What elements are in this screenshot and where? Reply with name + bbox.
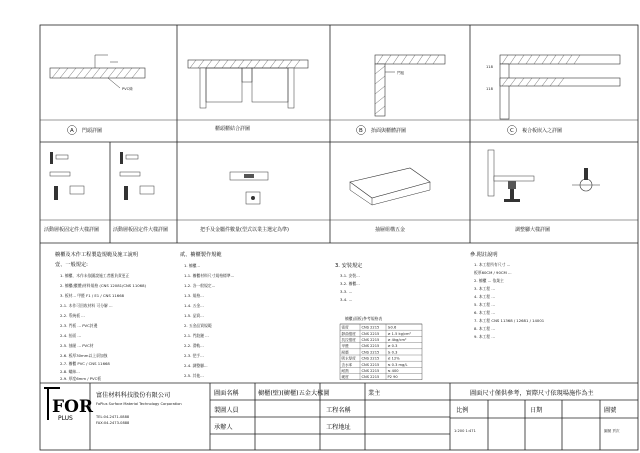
panel-shelf-pin-detail-1: [44, 152, 99, 233]
company-fax: FAX:04-2473-0888: [96, 421, 130, 425]
spec-table-cell: CNS 2215: [361, 344, 380, 349]
panel-composite-board-detail: [486, 55, 620, 135]
panel-mid-c-title: 把手及金屬件數量(型式以業主選定為準): [200, 227, 289, 233]
panel-mid-a-title: 活動層板固定件大樣詳圖: [44, 227, 100, 233]
panel-door-head-detail: [50, 55, 145, 135]
company-en: FoPlus Surface Material Technology Corporation: [96, 402, 182, 406]
logo-main: FOR: [52, 397, 94, 417]
notes-col-1: [55, 250, 147, 381]
panel-shelf-pin-detail-2: [113, 152, 168, 233]
panel-b-title: 櫃頭櫃結合詳圖: [215, 126, 251, 132]
spec-table-cell: 密度: [341, 325, 349, 330]
notes-col-3: [335, 261, 422, 380]
spec-table-cell: 耐熱: [341, 369, 349, 373]
door-label: 門板: [397, 71, 405, 75]
notes-col1-line: 2-2. 系統板 ...: [60, 313, 85, 318]
notes-col2-line: 2. 五金品質規範: [184, 323, 212, 328]
notes-col4-line: 4. 本工程 ...: [474, 294, 496, 299]
logo-sub: PLUS: [58, 415, 73, 422]
title-block: [44, 383, 638, 450]
spec-table-cell: P2 90: [387, 375, 398, 380]
spec-table-cell: 吸水厚度: [341, 356, 356, 361]
spec-table-cell: 耐磨: [341, 350, 349, 355]
dim-2: 118: [486, 87, 493, 91]
drawing-name-label: 圖面名稱: [214, 390, 239, 397]
panel-mid-d-title: 抽屜組構五金: [375, 227, 406, 233]
notes-col3-line: 3-3. ...: [340, 289, 353, 294]
spec-table: [340, 324, 422, 380]
notes-col1-line: 3. 板材... 甲醛 F1 / E1 / CNS 11668: [60, 293, 125, 298]
notes-col1-line: 2-6. 板厚30mm以上須加強: [60, 353, 108, 358]
panel-handle-hardware: [200, 172, 289, 233]
spec-table-cell: ≥ 0.3: [387, 344, 398, 349]
notes-col2-heading: 貳、櫥櫃製作規範: [180, 252, 222, 258]
notes-col3-line: 3-4. ...: [340, 297, 353, 302]
panel-adjustable-foot: [488, 150, 600, 233]
spec-table-cell: ≤ 12%: [387, 356, 400, 361]
spec-table-cell: CNS 2215: [361, 325, 380, 330]
notes-col4-heading: 參.附註說明: [470, 252, 498, 258]
panel-drawer-hardware: [350, 168, 430, 233]
notes-col4-line: 板厚60CM / 90CM ...: [474, 270, 512, 275]
drafter-label: 製圖人員: [214, 407, 239, 414]
spec-table-cell: CNS 2215: [361, 356, 380, 361]
notes-col4-line: 5. 本工程 ...: [474, 302, 496, 307]
notes-col4-line: 2. 櫥櫃 ... 依業主: [474, 278, 504, 283]
notes-col2-line: 1-4. 五金...: [184, 303, 204, 308]
notes-col4-line: 7. 本工程 CNS 11368 / 12681 / 14001: [474, 318, 545, 323]
spec-table-cell: ≥ 0.3: [387, 350, 398, 355]
notes-col1-line: 2-8. 螺絲...: [60, 369, 80, 374]
notes-col4-line: 9. 本工程 ...: [474, 334, 496, 339]
notes-col4-line: 8. 本工程 ...: [474, 326, 496, 331]
notes-col4-line: 6. 本工程 ...: [474, 310, 496, 315]
panel-c-title: 抬面與櫃體詳圖: [371, 128, 407, 134]
notes-col1-line: 2-4. 抬面 ...: [60, 333, 82, 338]
spec-table-cell: CNS 2215: [361, 362, 380, 367]
spec-table-cell: CNS 2215: [361, 369, 380, 373]
notes-col2-line: 2-2. 滑軌...: [184, 343, 204, 348]
notes-col2-line: 2-4. 調整腳...: [184, 363, 208, 368]
spec-table-title: 櫥櫃(面板)參考規格表: [345, 316, 383, 321]
panel-countertop-detail: [357, 55, 446, 135]
project-label: 工程名稱: [326, 407, 351, 414]
spec-table-cell: ≤ 0.3 mg/L: [387, 362, 408, 367]
spec-table-cell: 甲醛: [341, 344, 349, 349]
notes-col1-sub: 壹、一般規定:: [55, 262, 88, 268]
spec-table-cell: CNS 2215: [361, 350, 380, 355]
notes-col2-line: 2-5. 其他...: [184, 373, 204, 378]
spec-table-cell: CNS 2215: [361, 338, 380, 342]
notes-col2-line: 2-1. 門鉸鏈 ...: [184, 333, 209, 338]
panel-a-letter: A: [70, 128, 74, 134]
spec-table-cell: 抗拉強度: [341, 338, 356, 342]
notes-col4-line: 3. 本工程 ...: [474, 286, 496, 291]
spec-table-cell: CNS 2215: [361, 375, 380, 380]
notes-col2-line: 1-1. 櫥櫃材料尺寸規格標準...: [184, 273, 235, 278]
spec-table-cell: CNS 2215: [361, 331, 380, 336]
date-label: 日期: [530, 407, 543, 414]
notes-col1-line: 2-5. 抽屜 ... PVC材: [60, 343, 94, 348]
notes-col1-line: 2-1. 木作可回收材料 可分解 ...: [60, 303, 113, 308]
panel-mid-b-title: 活動層板固定件大樣詳圖: [113, 227, 169, 233]
notes-col-2: [180, 250, 234, 378]
spec-table-cell: 含水率: [341, 362, 353, 367]
notes-col3-line: 3-2. 櫥櫃...: [340, 281, 360, 286]
scale-value: 1:200 1:471: [454, 429, 476, 433]
notes-col1-line: 2-7. 櫥櫃 PVC / CNS 11668: [60, 361, 110, 366]
spec-table-cell: 硬度: [341, 375, 349, 380]
panel-mid-e-title: 調整腳大樣詳圖: [515, 227, 551, 233]
pvc-label: PVC條: [122, 87, 133, 91]
company-tel: TEL:04-2471-0888: [96, 415, 130, 419]
dim-1: 118: [486, 65, 493, 69]
spec-table-cell: ≥ 4kg/cm²: [387, 338, 407, 342]
notes-col2-line: 1. 櫥櫃...: [184, 263, 201, 268]
notes-col3-heading: 3. 安裝規定: [335, 263, 363, 269]
notes-col4-line: 1. 本工程所有尺寸 ...: [474, 262, 511, 267]
panel-a-title: 門頭詳圖: [82, 128, 103, 134]
spec-table-cell: 靜曲強度: [341, 331, 356, 336]
notes-col1-line: 1. 櫥櫃、木作未依圖說施工者應負責更正: [60, 273, 130, 278]
panel-d-title: 複合板嵌入之詳圖: [522, 128, 563, 134]
checker-label: 承辦人: [214, 424, 233, 431]
notes-col1-line: 2-3. 門板 ... PVC封邊: [60, 323, 98, 328]
drawing-name: 櫥櫃(壁)(櫥櫃)五金大樣圖: [258, 390, 330, 397]
number-label: 圖號: [604, 407, 617, 414]
notes-col2-line: 2-3. 把手...: [184, 353, 204, 358]
company-name: 富佳材料科技股份有限公司: [96, 392, 171, 399]
notes-col1-heading: 櫥櫃及木作工程製造規範及施工說明: [55, 252, 139, 258]
panel-cabinet-joint-detail: [188, 60, 308, 132]
panel-c-letter: B: [359, 128, 363, 134]
spec-table-cell: ≤ 400: [387, 369, 399, 373]
dimension-note: 圖面尺寸僅供參考，實際尺寸依現場施作為主: [470, 390, 594, 397]
notes-col1-line: 2. 櫥櫃(櫃體)材料規格 (CNS 12081/CNS 11068): [60, 283, 146, 288]
notes-col-4: [470, 250, 545, 339]
sheet-value: 圖號 頁次: [604, 429, 620, 433]
notes-col2-line: 1-5. 品質...: [184, 313, 204, 318]
scale-label: 比例: [456, 407, 469, 414]
spec-table-cell: ≥0.6: [387, 325, 397, 330]
panel-d-letter: C: [510, 128, 514, 134]
notes-col2-line: 1-3. 規格...: [184, 293, 204, 298]
spec-table-cell: ≥ 1.5 kg/cm²: [387, 331, 412, 336]
notes-col2-line: 1-2. 各一般規定...: [184, 283, 216, 288]
notes-col1-line: 2-9. 厚度6mm / PVC板: [60, 376, 102, 381]
owner-label: 業主: [368, 390, 381, 397]
notes-col3-line: 3-1. 安裝...: [340, 273, 360, 278]
site-label: 工程地址: [326, 424, 351, 431]
